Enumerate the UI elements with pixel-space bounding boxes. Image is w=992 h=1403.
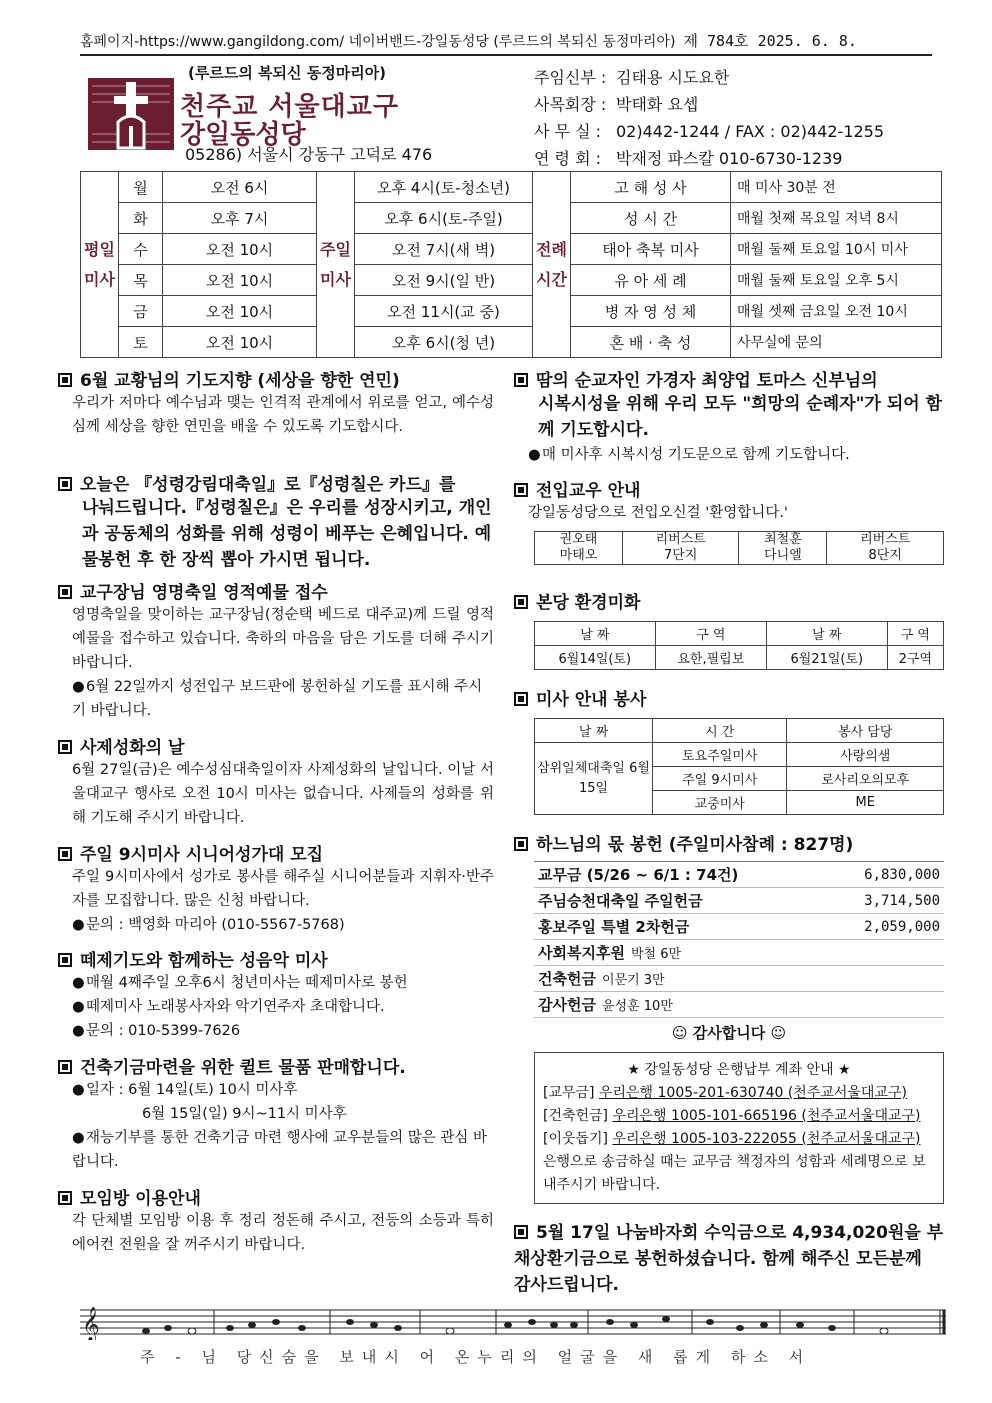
sacrament-name: 성 시 간 xyxy=(571,203,731,234)
bank-account-box xyxy=(534,1052,944,1204)
notice-cleaning xyxy=(514,588,944,670)
homepage-band-text: 홈페이지-https://www.gangildong.com/ 네이버밴드-강일동성당 (루르드의 복되신 동정마리아) xyxy=(80,34,676,50)
section-body: 6월 27일(금)은 예수성심대축일이자 사제성화의 날입니다. 이날 서울대교구 행사로 오전 10시 미사는 없습니다. 사제들의 성화를 위해 기도해 주시기 바랍니다. xyxy=(72,762,494,826)
table-cell: 리버스트 8단지 xyxy=(827,532,944,565)
bullet-item: ●문의 : 010-5399-7626 xyxy=(58,1019,494,1043)
section-body: 시복시성을 위해 우리 모두 "희망의 순례자"가 되어 함께 기도합시다. xyxy=(538,394,943,440)
offerings-list xyxy=(534,861,944,1018)
section-body: 우리가 저마다 예수님과 맺는 인격적 관계에서 위로를 얻고, 예수성심께 세상을 향한 연민을 배울 수 있도록 기도합시다. xyxy=(72,395,494,435)
church-logo-icon xyxy=(88,78,174,150)
bullet-item: ●떼제미사 노래봉사자와 악기연주자 초대합니다. xyxy=(58,995,494,1019)
table-cell: 권오태 마태오 xyxy=(535,532,623,565)
church-logo xyxy=(88,78,174,150)
sunday-time: 오후 4시(토-청소년) xyxy=(355,172,533,203)
notice-offerings xyxy=(514,830,944,1043)
notice-mass-volunteers xyxy=(514,685,944,815)
checkbox-square-icon xyxy=(514,692,528,706)
table-header: 날 짜 xyxy=(535,719,653,743)
sacrament-name: 태아 축복 미사 xyxy=(571,234,731,265)
table-cell: 리버스트 7단지 xyxy=(622,532,739,565)
hymn-lyrics: 주 - 님 당신숨을 보내시 어 온누리의 얼굴을 새 롭게 하소 서 xyxy=(140,1348,812,1366)
sunday-mass-label: 주일미사 xyxy=(317,172,355,358)
bullet-item: ●일자 : 6월 14일(토) 10시 미사후 xyxy=(58,1078,494,1102)
notice-archbishop-feast xyxy=(58,578,494,723)
table-cell: 삼위일체대축일 6월 15일 xyxy=(535,743,653,815)
sacrament-note: 매월 셋째 금요일 오전 10시 xyxy=(731,296,942,327)
mass-schedule-table xyxy=(80,171,942,358)
section-heading: 건축기금마련을 위한 퀼트 물품 판매합니다. xyxy=(58,1053,494,1078)
bank-line: [이웃돕기] 우리은행 1005-103-222055 (천주교서울대교구) xyxy=(543,1131,921,1147)
sunday-time: 오전 9시(일 반) xyxy=(355,265,533,296)
weekday-time: 오전 10시 xyxy=(163,234,317,265)
checkbox-square-icon xyxy=(58,373,72,387)
sacrament-note: 사무실에 문의 xyxy=(731,327,942,358)
checkbox-square-icon xyxy=(58,477,72,491)
weekday-cell: 수 xyxy=(119,234,163,265)
checkbox-square-icon xyxy=(514,1225,528,1239)
notice-meeting-room xyxy=(58,1184,494,1257)
section-heading: 주일 9시미사 시니어성가대 모집 xyxy=(58,840,494,865)
table-cell: 로사리오의모후 xyxy=(787,767,944,791)
notice-taize-mass xyxy=(58,946,494,1043)
notice-prayer-intention xyxy=(58,366,494,439)
notice-senior-choir xyxy=(58,840,494,937)
new-parishioners-table xyxy=(534,531,944,565)
section-heading: 교구장님 영명축일 영적예물 접수 xyxy=(58,578,494,603)
table-cell: 토요주일미사 xyxy=(653,743,787,767)
bullet-dot-icon: ● xyxy=(72,917,85,933)
notice-priest-sanctification xyxy=(58,733,494,830)
checkbox-square-icon xyxy=(58,953,72,967)
weekday-time: 오전 10시 xyxy=(163,265,317,296)
issue-number-date: 제 784호 2025. 6. 8. xyxy=(683,32,857,50)
table-cell: 요한,필립보 xyxy=(655,646,766,670)
section-body: 주일 9시미사에서 성가로 봉사를 해주실 시니어분들과 지휘자·반주자를 모집합니다. 많은 신청 바랍니다. xyxy=(72,869,494,909)
weekday-time: 오후 7시 xyxy=(163,203,317,234)
table-cell: 사랑의샘 xyxy=(787,743,944,767)
checkbox-square-icon xyxy=(514,837,528,851)
weekday-cell: 금 xyxy=(119,296,163,327)
bullet-item: ●문의 : 백영화 마리아 (010-5567-5768) xyxy=(58,913,494,937)
staff-row: 사 무 실 : 02)442-1244 / FAX : 02)442-1255 xyxy=(534,122,885,141)
table-cell: 2구역 xyxy=(887,646,943,670)
table-cell: 6월21일(토) xyxy=(766,646,887,670)
offering-row: 홍보주일 특별 2차헌금 2,059,000 xyxy=(534,914,944,940)
sacrament-name: 유 아 세 례 xyxy=(571,265,731,296)
checkbox-square-icon xyxy=(58,1060,72,1074)
weekday-time: 오전 10시 xyxy=(163,296,317,327)
checkbox-square-icon xyxy=(514,595,528,609)
section-heading: 모임방 이용안내 xyxy=(58,1184,494,1209)
section-heading: 5월 17일 나눔바자회 수익금으로 4,934,020원을 부채상환기금으로 봉헌하셨습니다. 함께 해주신 모든분께 감사드립니다. xyxy=(514,1223,944,1295)
archdiocese-name: 천주교 서울대교구 xyxy=(180,92,399,122)
section-heading: 6월 교황님의 기도지향 (세상을 향한 연민) xyxy=(58,366,494,391)
volunteers-table xyxy=(534,718,944,815)
sacrament-label: 전례시간 xyxy=(533,172,571,358)
notice-beatification xyxy=(514,366,944,467)
section-heading: 땀의 순교자인 가경자 최양업 토마스 신부님의 xyxy=(514,366,944,391)
checkbox-square-icon xyxy=(58,585,72,599)
bullet-item: ●재능기부를 통한 건축기금 마련 행사에 교우분들의 많은 관심 바랍니다. xyxy=(58,1126,494,1174)
sunday-time: 오전 11시(교 중) xyxy=(355,296,533,327)
sunday-time: 오후 6시(청 년) xyxy=(355,327,533,358)
bullet-dot-icon: ● xyxy=(72,1082,85,1098)
bullet-dot-icon: ● xyxy=(72,679,85,695)
section-heading: 전입교우 안내 xyxy=(514,476,944,501)
bullet-dot-icon: ● xyxy=(72,975,85,991)
bullet-item: ●매 미사후 시복시성 기도문으로 함께 기도합니다. xyxy=(514,443,944,467)
checkbox-square-icon xyxy=(58,1191,72,1205)
section-heading: 오늘은 『성령강림대축일』로『성령칠은 카드』를 xyxy=(58,470,494,495)
music-staff xyxy=(80,1304,946,1340)
section-heading: 떼제기도와 함께하는 성음악 미사 xyxy=(58,946,494,971)
music-notes-icon xyxy=(80,1304,946,1340)
notice-holy-spirit-cards xyxy=(58,470,494,573)
section-heading: 미사 안내 봉사 xyxy=(514,685,944,710)
weekday-cell: 목 xyxy=(119,265,163,296)
weekday-mass-label: 평일미사 xyxy=(81,172,119,358)
table-header: 구 역 xyxy=(887,622,943,646)
checkbox-square-icon xyxy=(58,847,72,861)
table-cell: 6월14일(토) xyxy=(535,646,656,670)
notice-quilt-sale xyxy=(58,1053,494,1174)
sacrament-note: 매월 첫째 목요일 저녁 8시 xyxy=(731,203,942,234)
table-header: 봉사 담당 xyxy=(787,719,944,743)
cleaning-table xyxy=(534,621,944,670)
sacrament-note: 매월 둘째 토요일 오후 5시 xyxy=(731,265,942,296)
bank-note: 은행으로 송금하실 때는 교무금 책정자의 성함과 세례명으로 보내주시기 바랍니다. xyxy=(543,1154,926,1193)
sunday-time: 오후 6시(토-주일) xyxy=(355,203,533,234)
bullet-dot-icon: ● xyxy=(72,999,85,1015)
staff-row: 사목회장 : 박태화 요셉 xyxy=(534,95,699,114)
section-body: 강일동성당으로 전입오신걸 '환영합니다.' xyxy=(528,505,788,521)
bullet-item: ●6월 22일까지 성전입구 보드판에 봉헌하실 기도를 표시해 주시기 바랍니다. xyxy=(58,675,494,723)
weekday-time: 오전 6시 xyxy=(163,172,317,203)
thanks-line: ☺ 감사합니다 ☺ xyxy=(671,1024,787,1042)
checkbox-square-icon xyxy=(514,373,528,387)
bank-line: [교무금] 우리은행 1005-201-630740 (천주교서울대교구) xyxy=(543,1085,907,1101)
section-heading: 사제성화의 날 xyxy=(58,733,494,758)
bullet-dot-icon: ● xyxy=(72,1023,85,1039)
section-heading: 하느님의 몫 봉헌 (주일미사참례 : 827명) xyxy=(514,830,944,855)
section-heading: 본당 환경미화 xyxy=(514,588,944,613)
weekday-time: 오전 10시 xyxy=(163,327,317,358)
svg-text:𝄞: 𝄞 xyxy=(82,1307,100,1340)
offering-row: 감사헌금 윤성훈 10만 xyxy=(534,992,944,1018)
notice-bazaar xyxy=(514,1220,944,1298)
table-header: 시 간 xyxy=(653,719,787,743)
table-cell: 교중미사 xyxy=(653,791,787,815)
staff-row: 주임신부 : 김태용 시도요한 xyxy=(534,68,730,87)
offering-row: 교무금 (5/26 ~ 6/1 : 74건) 6,830,000 xyxy=(534,862,944,888)
weekday-cell: 토 xyxy=(119,327,163,358)
section-body: 각 단체별 모임방 이용 후 정리 정돈해 주시고, 전등의 소등과 특히 에어컨 전원을 잘 꺼주시기 바랍니다. xyxy=(72,1213,494,1253)
section-body: 나눠드립니다.『성령칠은』은 우리를 성장시키고, 개인과 공동체의 성화를 위해 성령이 베푸는 은혜입니다. 예물봉헌 후 한 장씩 뽑아 가시면 됩니다. xyxy=(82,498,492,570)
bullet-dot-icon: ● xyxy=(72,1130,85,1146)
table-header: 구 역 xyxy=(655,622,766,646)
table-cell: ME xyxy=(787,791,944,815)
weekday-cell: 월 xyxy=(119,172,163,203)
schedule-line: 6월 15일(일) 9시~11시 미사후 xyxy=(142,1106,347,1122)
weekday-cell: 화 xyxy=(119,203,163,234)
sacrament-note: 매월 둘째 토요일 10시 미사 xyxy=(731,234,942,265)
bullet-dot-icon: ● xyxy=(528,447,541,463)
bullet-item: ●매월 4째주일 오후6시 청년미사는 떼제미사로 봉헌 xyxy=(58,971,494,995)
table-cell: 주일 9시미사 xyxy=(653,767,787,791)
checkbox-square-icon xyxy=(58,740,72,754)
sunday-time: 오전 7시(새 벽) xyxy=(355,234,533,265)
table-header: 날 짜 xyxy=(766,622,887,646)
staff-contacts xyxy=(534,64,884,172)
top-info-line xyxy=(80,30,932,56)
sacrament-name: 고 해 성 사 xyxy=(571,172,731,203)
table-cell: 최철훈 다니엘 xyxy=(739,532,827,565)
section-body: 영명축일을 맞이하는 교구장님(정순택 베드로 대주교)께 드릴 영적 예물을 접수하고 있습니다. 축하의 마음을 담은 기도를 더해 주시기 바랍니다. xyxy=(72,607,494,671)
parish-name: 강일동성당 xyxy=(180,120,306,150)
bank-line: [건축헌금] 우리은행 1005-101-665196 (천주교서울대교구) xyxy=(543,1108,921,1124)
offering-row: 주님승천대축일 주일헌금 3,714,500 xyxy=(534,888,944,914)
sacrament-name: 혼 배 · 축 성 xyxy=(571,327,731,358)
notice-new-parishioners xyxy=(514,476,944,565)
staff-row: 연 령 회 : 박재정 파스칼 010-6730-1239 xyxy=(534,149,843,168)
offering-row: 사회복지후원 박철 6만 xyxy=(534,940,944,966)
bank-title: ★ 강일동성당 은행납부 계좌 안내 ★ xyxy=(627,1062,851,1078)
church-patron: (루르드의 복되신 동정마리아) xyxy=(188,64,387,82)
sacrament-note: 매 미사 30분 전 xyxy=(731,172,942,203)
sacrament-name: 병 자 영 성 체 xyxy=(571,296,731,327)
offering-row: 건축헌금 이문기 3만 xyxy=(534,966,944,992)
church-address: 05286) 서울시 강동구 고덕로 476 xyxy=(185,145,433,164)
checkbox-square-icon xyxy=(514,483,528,497)
table-header: 날 짜 xyxy=(535,622,656,646)
